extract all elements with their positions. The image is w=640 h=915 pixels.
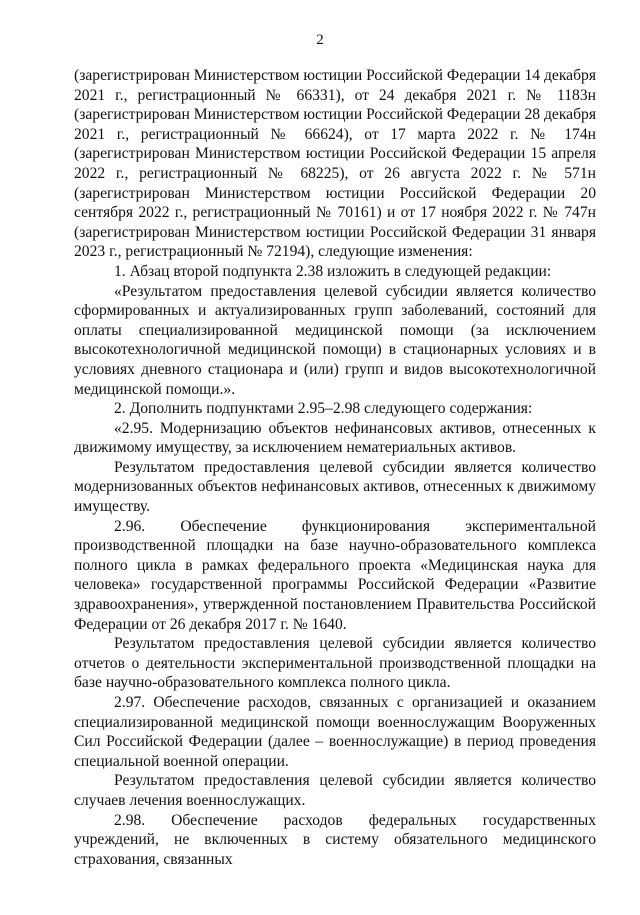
paragraph-quote-2-38: «Результатом предоставления целевой субсидии является количество сформированных и актуализированных групп заболеваний, состояний для оплаты специализированной медицинской помощи (за исключением высокотехнологичной медицинской помощи) в стационарных условиях и в условиях дневного стационара и (или) групп и видов высокотехнологичной медицинской помощи.». bbox=[74, 282, 596, 398]
paragraph-2-97: 2.97. Обеспечение расходов, связанных с организацией и оказанием специализированной медицинской помощи военнослужащим Вооруженных Сил Российской Федерации (далее – военнослужащие) в период проведения специальной военной операции. bbox=[74, 694, 596, 770]
document-body bbox=[74, 66, 596, 869]
paragraph-item-2: 2. Дополнить подпунктами 2.95–2.98 следующего содержания: bbox=[114, 400, 533, 418]
paragraph-item-1: 1. Абзац второй подпункта 2.38 изложить в следующей редакции: bbox=[114, 262, 552, 280]
paragraph-2-97-result: Результатом предоставления целевой субсидии является количество случаев лечения военнослужащих. bbox=[74, 772, 596, 809]
page-number: 2 bbox=[316, 32, 324, 48]
paragraph-2-95: «2.95. Модернизацию объектов нефинансовых активов, отнесенных к движимому имуществу, за исключением нематериальных активов. bbox=[74, 419, 596, 457]
paragraph-2-95-result: Результатом предоставления целевой субсидии является количество модернизованных объектов нефинансовых активов, отнесенных к движимому имуществу. bbox=[74, 458, 596, 516]
paragraph-registration-list: (зарегистрирован Министерством юстиции Российской Федерации 14 декабря 2021 г., регистрационный № 66331), от 24 декабря 2021 г. № 1183н (зарегистрирован Министерством юстиции Российской Федерации 28 декабря 2021 г., регистрационный № 66624), от 17 марта 2022 г. № 174н (зарегистрирован Министерством юстиции Российской Федерации 15 апреля 2022 г., регистрационный № 68225), от 26 августа 2022 г. № 571н (зарегистрирован Министерством юстиции Российской Федерации 20 сентября 2022 г., регистрационный № 70161) и от 17 ноября 2022 г. № 747н (зарегистрирован Министерством юстиции Российской Федерации 31 января 2023 г., регистрационный № 72194), следующие изменения: bbox=[74, 67, 596, 261]
paragraph-2-96: 2.96. Обеспечение функционирования экспериментальной производственной площадки на базе научно-образовательного комплекса полного цикла в рамках федерального проекта «Медицинская наука для человека» государственной программы Российской Федерации «Развитие здравоохранения», утвержденной постановлением Правительства Российской Федерации от 26 декабря 2017 г. № 1640. bbox=[74, 517, 596, 633]
paragraph-2-96-result: Результатом предоставления целевой субсидии является количество отчетов о деятельности экспериментальной производственной площадки на базе научно-образовательного комплекса полного цикла. bbox=[74, 635, 596, 692]
paragraph-2-98: 2.98. Обеспечение расходов федеральных государственных учреждений, не включенных в систему обязательного медицинского страхования, связанных bbox=[74, 811, 596, 868]
